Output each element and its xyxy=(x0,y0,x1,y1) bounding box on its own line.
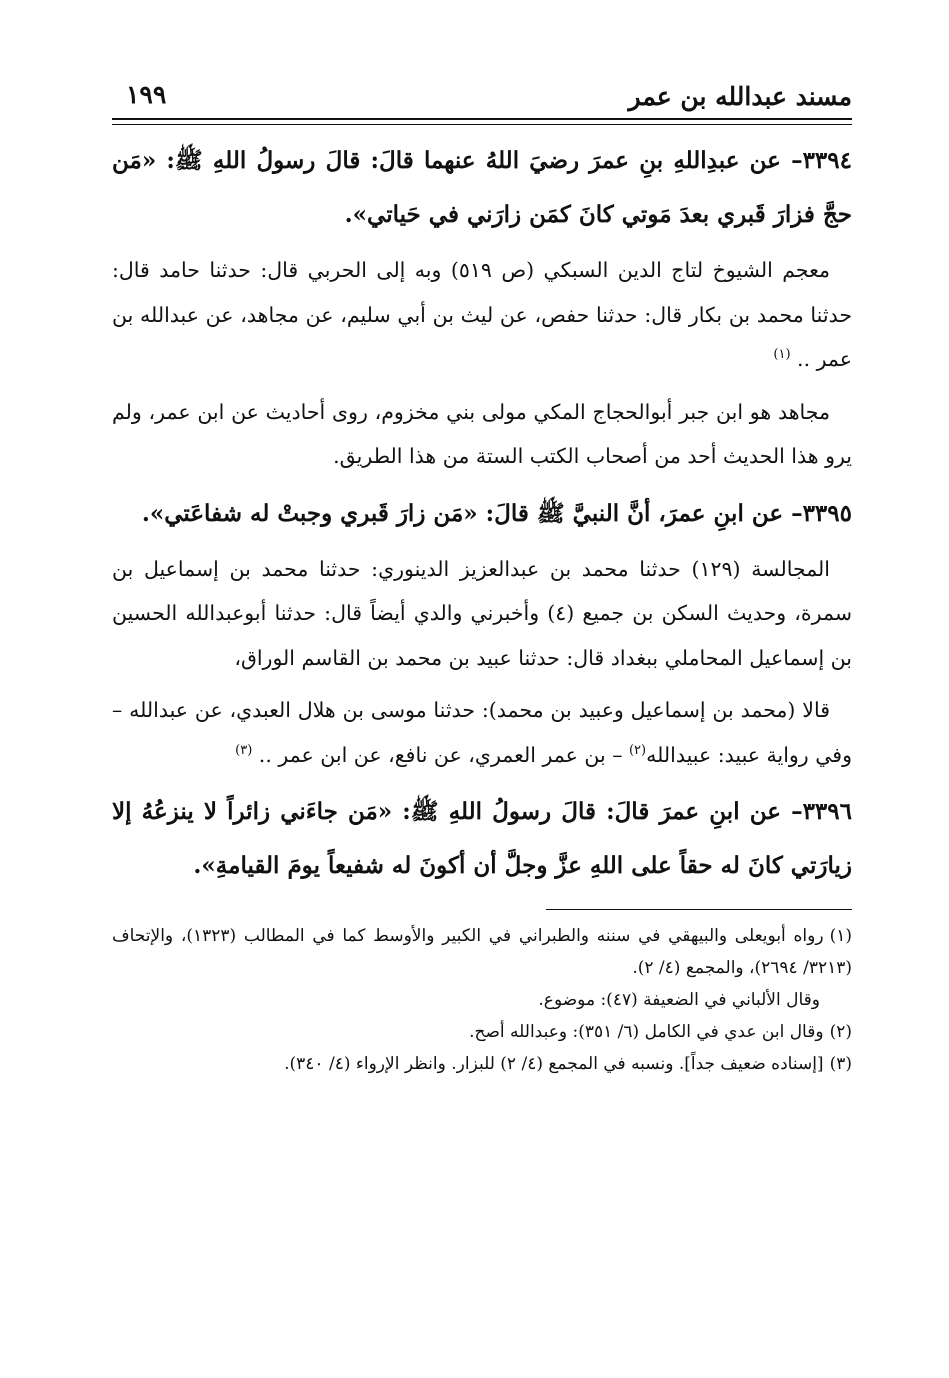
hadith-3395 xyxy=(112,487,852,541)
hadith-number: ٣٣٩٤ xyxy=(802,147,852,174)
source-text: قالا (محمد بن إسماعيل وعبيد بن محمد): حدثنا موسى بن هلال العبدي، عن عبدالله – وفي رواية عبيد: عبيدالله xyxy=(112,698,852,767)
hadith-text: – عن عبدِاللهِ بنِ عمرَ رضيَ اللهُ عنهما قالَ: قالَ رسولُ اللهِ ﷺ: «مَن حجَّ فزارَ قَبري بعدَ مَوتي كانَ كمَن زارَني في حَياتي». xyxy=(112,147,852,228)
footnote-3 xyxy=(112,1048,852,1080)
footnote-1 xyxy=(112,920,852,984)
hadith-3396 xyxy=(112,785,852,893)
footnote-separator xyxy=(546,909,852,910)
hadith-text: – عن ابنِ عمرَ قالَ: قالَ رسولُ اللهِ ﷺ: «مَن جاءَني زائراً لا ينزعُهُ إلا زيارَتي كانَ له حقاً على اللهِ عزَّ وجلَّ أن أكونَ له شفيعاً يومَ القيامةِ». xyxy=(112,798,852,879)
source-paragraph xyxy=(112,688,852,777)
footnotes xyxy=(112,920,852,1080)
hadith-text: – عن ابنِ عمرَ، أنَّ النبيَّ ﷺ قالَ: «مَن زارَ قَبري وجبتْ له شفاعَتي». xyxy=(141,499,803,527)
header-rule-thin xyxy=(112,124,852,125)
source-paragraph xyxy=(112,547,852,681)
footnote-number: (١) xyxy=(829,926,852,946)
source-paragraph xyxy=(112,248,852,382)
footnote-marker[interactable]: (١) xyxy=(773,347,791,363)
footnote-marker[interactable]: (٢) xyxy=(628,742,647,758)
footnote-number: (٢) xyxy=(829,1022,852,1042)
page-content xyxy=(112,134,852,893)
hadith-number: ٣٣٩٥ xyxy=(802,499,852,527)
book-page xyxy=(112,78,852,1080)
page-header xyxy=(112,78,852,124)
source-paragraph xyxy=(112,390,852,479)
hadith-3394 xyxy=(112,134,852,242)
running-title: مسند عبدالله بن عمر xyxy=(628,82,852,111)
source-text: مجاهد هو ابن جبر أبوالحجاج المكي مولى بني مخزوم، روى أحاديث عن ابن عمر، ولم يرو هذا الحديث أحد من أصحاب الكتب الستة من هذا الطريق. xyxy=(112,399,852,468)
footnote-text: وقال ابن عدي في الكامل (٦/ ٣٥١): وعبدالله أصح. xyxy=(469,1022,824,1042)
hadith-number: ٣٣٩٦ xyxy=(802,798,852,825)
header-rule-thick xyxy=(112,118,852,120)
footnote-text: رواه أبويعلى والبيهقي في سننه والطبراني في الكبير والأوسط كما في المطالب (١٣٢٣)، والإتحاف (٣٢١٣/ ٢٦٩٤)، والمجمع (٤/ ٢). xyxy=(112,926,852,978)
source-text: معجم الشيوخ لتاج الدين السبكي (ص ٥١٩) وبه إلى الحربي قال: حدثنا حامد قال: حدثنا محمد بن بكار قال: حدثنا حفص، عن ليث بن أبي سليم، عن مجاهد، عن عبدالله بن عمر .. xyxy=(112,258,852,371)
footnote-number: (٣) xyxy=(829,1054,852,1074)
footnote-marker[interactable]: (٣) xyxy=(235,742,253,758)
footnote-text: [إسناده ضعيف جداً]. ونسبه في المجمع (٤/ ٢) للبزار. وانظر الإرواء (٤/ ٣٤٠). xyxy=(284,1054,824,1074)
source-text: المجالسة (١٢٩) حدثنا محمد بن عبدالعزيز الدينوري: حدثنا محمد بن إسماعيل بن سمرة، وحديث السكن بن جميع (٤) وأخبرني والدي أيضاً قال: حدثنا أبوعبدالله الحسين بن إسماعيل المحاملي ببغداد قال: حدثنا عبيد بن محمد بن القاسم الوراق، xyxy=(112,556,852,670)
page-number: ١٩٩ xyxy=(126,80,167,109)
footnote-2 xyxy=(112,1016,852,1048)
footnote-continuation: وقال الألباني في الضعيفة (٤٧): موضوع. xyxy=(538,990,820,1010)
source-text-tail: – بن عمر العمري، عن نافع، عن ابن عمر .. xyxy=(252,742,629,767)
